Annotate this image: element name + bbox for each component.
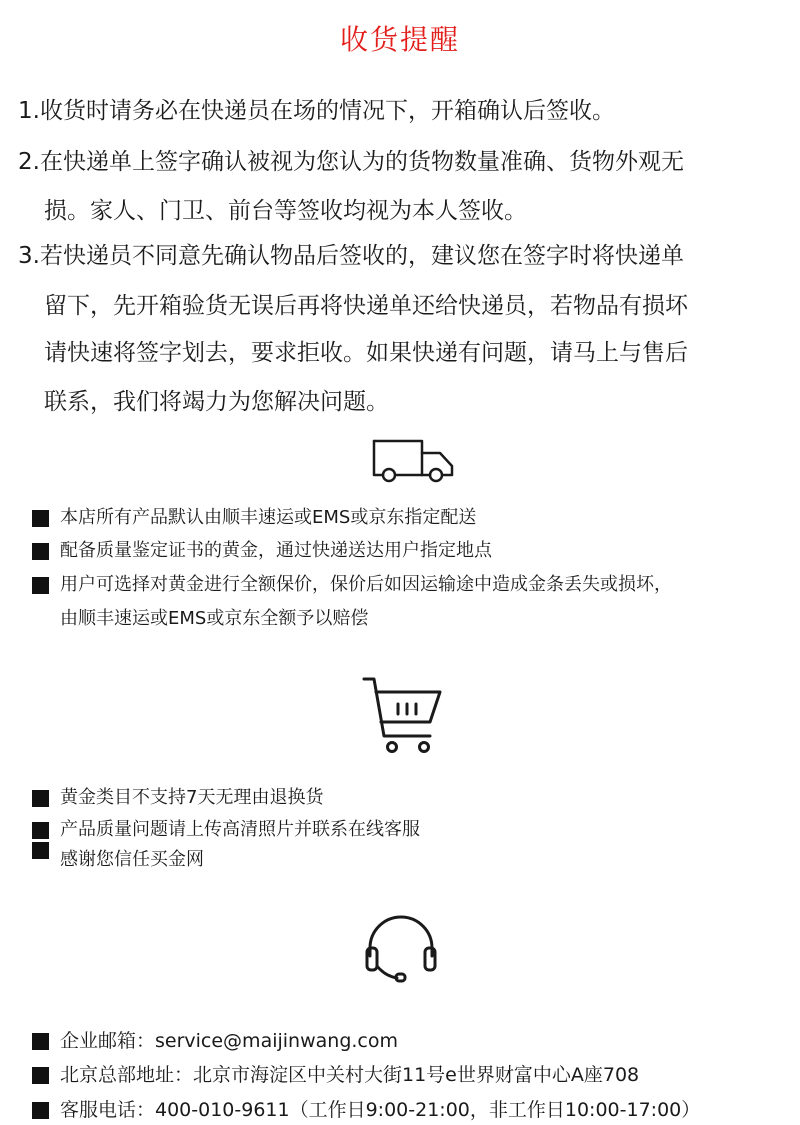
notice-line-2: 2.在快递单上签字确认被视为您认为的货物数量准确、货物外观无 bbox=[18, 149, 684, 175]
notice-line-1: 1.收货时请务必在快递员在场的情况下，开箱确认后签收。 bbox=[18, 98, 615, 124]
bullet-square-icon bbox=[32, 822, 49, 839]
delivery-item-text: 配备质量鉴定证书的黄金，通过快递送达用户指定地点 bbox=[60, 540, 492, 561]
notice-line-5: 留下，先开箱验货无误后再将快递单还给快递员，若物品有损坏 bbox=[44, 293, 688, 319]
bullet-square-icon bbox=[32, 790, 49, 807]
bullet-square-icon bbox=[32, 1102, 49, 1119]
contact-email-text: 企业邮箱：service@maijinwang.com bbox=[60, 1030, 398, 1052]
purchase-item-text: 感谢您信任买金网 bbox=[60, 849, 204, 870]
bullet-square-icon bbox=[32, 1033, 49, 1050]
delivery-item-3-continued: 由顺丰速运或EMS或京东全额予以赔偿 bbox=[60, 608, 369, 629]
bullet-square-icon bbox=[32, 543, 49, 560]
delivery-item-text: 本店所有产品默认由顺丰速运或EMS或京东指定配送 bbox=[60, 507, 477, 528]
truck-icon bbox=[368, 436, 460, 484]
bullet-square-icon bbox=[32, 510, 49, 527]
notice-line-6: 请快速将签字划去，要求拒收。如果快递有问题，请马上与售后 bbox=[44, 340, 688, 366]
bullet-square-icon bbox=[32, 842, 49, 859]
delivery-item-text: 用户可选择对黄金进行全额保价，保价后如因运输途中造成金条丢失或损坏， bbox=[60, 574, 672, 595]
notice-line-7: 联系，我们将竭力为您解决问题。 bbox=[44, 389, 389, 415]
notice-line-4: 3.若快递员不同意先确认物品后签收的，建议您在签字时将快递单 bbox=[18, 243, 684, 269]
notice-line-3: 损。家人、门卫、前台等签收均视为本人签收。 bbox=[44, 198, 527, 224]
page-title: 收货提醒 bbox=[339, 23, 460, 56]
purchase-item-text: 黄金类目不支持7天无理由退换货 bbox=[60, 787, 324, 808]
contact-address-text: 北京总部地址：北京市海淀区中关村大街11号e世界财富中心A座708 bbox=[60, 1064, 640, 1086]
bullet-square-icon bbox=[32, 1067, 49, 1084]
headset-icon bbox=[363, 912, 439, 988]
purchase-item-text: 产品质量问题请上传高清照片并联系在线客服 bbox=[60, 819, 420, 840]
shopping-cart-icon bbox=[362, 674, 444, 756]
contact-phone-text: 客服电话：400-010-9611（工作日9:00-21:00，非工作日10:00-17:00） bbox=[60, 1099, 701, 1121]
bullet-square-icon bbox=[32, 577, 49, 594]
